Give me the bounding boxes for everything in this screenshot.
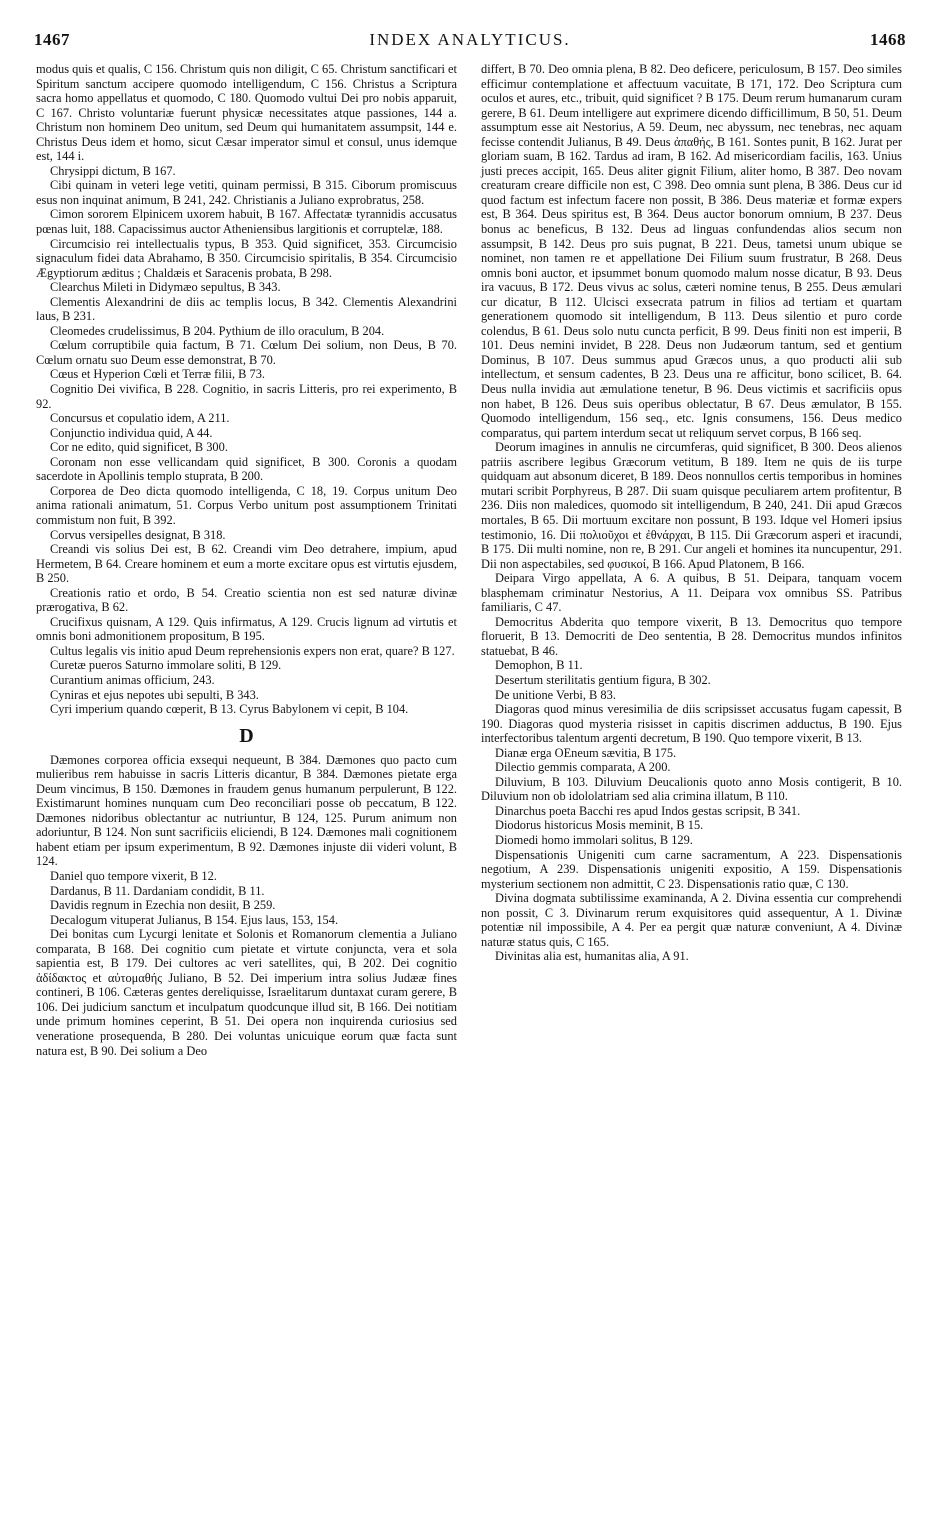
index-entry: Chrysippi dictum, B 167. [50,163,176,178]
index-entry: Democritus Abderita quo tempore vixerit, B 13. Democritus quo tempore floruerit, B 13. Democriti de Deo sententia, B 28. Democritus mundos infinitos statuebat, B 46. [481,614,902,658]
index-entry: Cyri imperium quando cœperit, B 13. Cyrus Babylonem vi cepit, B 104. [50,702,409,717]
index-entry: Diluvium, B 103. Diluvium Deucalionis quoto anno Mosis contigerit, B 10. Diluvium non ob idololatriam sed alia crimina illatum, B 110. [481,774,902,804]
index-entry: Cimon sororem Elpinicem uxorem habuit, B 167. Affectatæ tyrannidis accusatus pœnas luit, 188. Capacissimus auctor Atheniensibus largitionis et corruptelæ, 188. [36,207,457,237]
index-entry: Diagoras quod minus veresimilia de diis scripsisset accusatus fugam capessit, B 190. Diagoras quod mysteria risisset in capitis discrimen adductus, B 190. Ejus interfectoribus talentum argenti decretum, B 190. Quo tempore vixerit, B 13. [481,702,902,746]
index-entry: Corporea de Deo dicta quomodo intelligenda, C 18, 19. Corpus unitum Deo anima rationali animatum, 51. Corpus Verbo unitum post assumptionem Trinitati commistum non fuit, B 392. [36,483,457,527]
index-entry: Daniel quo tempore vixerit, B 12. [50,868,217,883]
index-entry: Creandi vis solius Dei est, B 62. Creandi vim Deo detrahere, impium, apud Hermetem, B 64. Creare hominem et eum a morte excitare opus est virtutis ejusdem, B 250. [36,542,457,586]
index-entry: Creationis ratio et ordo, B 54. Creatio scientia non est sed naturæ divinæ prærogativa, B 62. [36,585,457,615]
index-entry: Crucifixus quisnam, A 129. Quis infirmatus, A 129. Crucis lignum ad virtutis et omnis boni admonitionem propositum, B 195. [36,614,457,644]
index-entry: Dardanus, B 11. Dardaniam condidit, B 11. [50,883,265,898]
running-title: INDEX ANALYTICUS. [369,30,571,49]
index-entry: Decalogum vituperat Julianus, B 154. Ejus laus, 153, 154. [50,912,339,927]
index-entry: Curetæ pueros Saturno immolare soliti, B 129. [50,658,282,673]
index-entry: Clearchus Mileti in Didymæo sepultus, B 343. [50,280,281,295]
section-letter-d: D [239,724,254,747]
page-number-left: 1467 [34,30,70,49]
index-entry: Coronam non esse vellicandam quid significet, B 300. Coronis a quodam sacerdote in Apollinis templo stuprata, B 200. [36,454,457,484]
index-entry: Circumcisio rei intellectualis typus, B 353. Quid significet, 353. Circumcisio signaculum fidei data Abrahamo, B 350. Circumcisio spiritalis, B 354. Circumcisio Ægyptiorum æditus ; Chaldæis et Saracenis probata, B 298. [36,236,457,280]
index-entry: differt, B 70. Deo omnia plena, B 82. Deo deficere, periculosum, B 157. Deo similes efficimur contemplatione et affectuum vacuitate, B 171, 172. Deo Scriptura cum oculos et aures, etc., tribuit, quid significet ? B 175. Deum rerum humanarum curam gerere, B 61. Deum intelligere aut exprimere dicendo difficillimum, B 50, 51. Deum assumptum esse ait Nestorius, A 59. Deum, nec abyssum, nec tenebras, nec aquam fecisse contendit Julianus, B 49. Deus ἀπαθής, B 161. Sontes punit, B 162. Jurat per gloriam suam, B 162. Tardus ad iram, B 162. Ad misericordiam facilis, 163. Unius justi preces accipit, 165. Deus aliter gignit Filium, aliter homo, B 387. Deo novam creaturam creare difficile non est, C 398. Deo omnia sunt plena, B 386. Deus cur id quod factum est infectum facere non possit, B 386. Deus materiæ et formæ expers est, B 364. Deus spiritus est, B 364. Deus auctor bonorum omnium, B 237. Deus bonus ac beneficus, B 132. Deus ad linguas confundendas alios secum non assumpsit, B 142. Deus pro suis pugnat, B 221. Deus, tametsi unum ubique se nominet, non tamen re et appellatione Dei Filium suum frustratur, B 268. Deus omnis boni auctor, et ipsummet bonum quomodo malum nosse dicatur, B 93. Deus ira vacuus, B 172. Deus vivus ac solus, cæteri nomine tenus, B 255. Deus æmulari cur dicatur, B 112. Ulcisci exsecrata patrum in filios ad tertiam et quartam generationem quomodo sit intelligendum, B 113. Deus silentio et puro corde colendus, B 61. Deus solo nutu cuncta perficit, B 99. Deus finiti non est imperii, B 101. Deus nemini invidet, B 228. Deus non Judæorum tantum, sed et gentium Dominus, B 107. Deus summus apud Græcos unus, a quo producti alii sub intellectum, et sensum cadentes, B 23. Deus una re afficitur, bono scilicet, B. 64. Deus nulla invidia aut æmulatione tenetur, B 96. Deus victimis et sacrificiis opus non habet, B 126. Deus suis operibus oblectatur, B 67. Deus æmulator, B 155. Quomodo intelligendum, 156 seq., etc. Ignis consumens, 156. Deus medico comparatus, qui partem interdum secat ut reliquum servet corpus, B 166 seq. [481,62,902,440]
index-entry: Dispensationis Unigeniti cum carne sacramentum, A 223. Dispensationis negotium, A 239. Dispensationis unigeniti expositio, A 159. Dispensationis mysterium sectionem non admittit, C 23. Dispensationis ratio quæ, C 130. [481,847,902,891]
index-entry: Diodorus historicus Mosis meminit, B 15. [495,818,704,833]
page-number-right: 1468 [870,30,906,49]
index-entry: Cœus et Hyperion Cœli et Terræ filii, B 73. [50,367,266,382]
index-entry: Davidis regnum in Ezechia non desiit, B 259. [50,898,276,913]
index-entry: Conjunctio individua quid, A 44. [50,425,213,440]
index-entry: Divinitas alia est, humanitas alia, A 91. [495,949,689,964]
right-column [481,62,902,964]
index-entry: Desertum sterilitatis gentium figura, B 302. [495,672,711,687]
index-entry: Deorum imagines in annulis ne circumferas, quid significet, B 300. Deos alienos patriis ascribere legibus Græcorum vetitum, B 189. Item ne quis de iis turpe quidquam aut absonum diceret, B 189. Deos nonnullos certis temporibus in homines mutari scribit Porphyreus, B 287. Dii suam quisque peculiarem artem profitentur, B 236. Diis non maledices, quomodo sit intelligendum, B 240, 241. Dii apud Græcos mortales, B 65. Dii mortuum excitare non possunt, B 193. Idque vel Homeri ipsius testimonio, 16. Dii πολιοῦχοι et ἐθνάρχαι, B 115. Dii Græcorum asperi et iracundi, B 175. Dii multi nomine, non re, B 291. Cur angeli et homines ita nuncupentur, 291. Dii non aspectabiles, sed φυσικοί, B 166. Apud Platonem, B 166. [481,440,902,571]
index-entry: Cultus legalis vis initio apud Deum reprehensionis expers non erat, quare? B 127. [50,643,455,658]
index-entry: Cœlum corruptibile quia factum, B 71. Cœlum Dei solium, non Deus, B 70. Cœlum ornatu suo Deum esse demonstrat, B 70. [36,338,457,367]
index-entry: Cleomedes crudelissimus, B 204. Pythium de illo oraculum, B 204. [50,323,385,338]
index-entry: De unitione Verbi, B 83. [495,687,616,702]
index-entry: Deipara Virgo appellata, A 6. A quibus, B 51. Deipara, tanquam vocem blasphemam criminatur Nestorius, A 11. Deipara vox omnibus SS. Patribus familiaris, C 47. [481,571,902,615]
index-entry: Dinarchus poeta Bacchi res apud Indos gestas scripsit, B 341. [495,803,801,818]
index-entry: Cor ne edito, quid significet, B 300. [50,440,228,455]
index-entry: Cibi quinam in veteri lege vetiti, quinam permissi, B 315. Ciborum promiscuus esus non inquinat animum, B 241, 242. Christianis a Juliano exprobratus, 258. [36,178,457,207]
index-entry: Clementis Alexandrini de diis ac templis locus, B 342. Clementis Alexandrini laus, B 231. [36,294,457,324]
index-entry: Cyniras et ejus nepotes ubi sepulti, B 343. [50,687,259,702]
index-entry: Corvus versipelles designat, B 318. [50,527,226,542]
page-header [34,30,906,56]
index-entry: Divina dogmata subtilissime examinanda, A 2. Divina essentia cur comprehendi non possit, C 3. Divinarum rerum exquisitores quid assequentur, A 1. Divinæ potentiæ nil impossibile, A 4. Per ea pergit quæ naturæ conveniunt, A 4. Divinæ naturæ status quis, C 165. [481,891,902,949]
index-entry: Dæmones corporea officia exsequi nequeunt, B 384. Dæmones quo pacto cum mulieribus rem habuisse in sacris Litteris dicantur, B 384. Dæmones pietate erga Deum vincimus, B 150. Dæmones in fraudem genus humanum perpulerunt, B 122. Existimarunt homines nunquam cum Deo reconciliari posse ob peccatum, B 122. Dæmones nidoribus oblectantur ac nutriuntur, B 124, 125. Purum animum non adoriuntur, B 124. Non sunt sacrificiis eliciendi, B 124. Dæmones mali cognitionem habent etiam per ipsum experimentum, B 92. Dæmones injuste dii videri volunt, B 124. [36,752,457,869]
index-entry: Demophon, B 11. [495,658,583,673]
index-entry: Cognitio Dei vivifica, B 228. Cognitio, in sacris Litteris, pro rei experimento, B 92. [36,382,457,411]
index-entry: Curantium animas officium, 243. [50,672,215,687]
index-entry: Dei bonitas cum Lycurgi lenitate et Solonis et Romanorum clementia a Juliano comparata, B 168. Dei cognitio cum pietate et virtute conjuncta, vera et sola sapientia est, B 179. Dei cultores ac veri satellites, qui, B 202. Dei cognitio ἀδίδακτος et αὐτομαθής Juliano, B 52. Dei imperium intra solius Judææ fines contineri, B 106. Cæteras gentes dereliquisse, Israelitarum duntaxat curam gerere, B 106. Dei judicium sanctum et inculpatum quodcunque illud sit, B 166. Dei notitiam unde primum homines ceperint, B 51. Dei opera non inquirenda curiosius sed venerationе prosequenda, B 280. Dei voluntas unicuique eorum quæ facta sunt natura est, B 90. Dei solium a Deo [36,927,457,1058]
index-entry: Dilectio gemmis comparata, A 200. [495,760,671,775]
index-entry: Dianæ erga OEneum sævitia, B 175. [495,745,677,760]
index-entry: Concursus et copulatio idem, A 211. [50,411,230,426]
index-entry: Diomedi homo immolari solitus, B 129. [495,832,693,847]
index-entry: modus quis et qualis, C 156. Christum quis non diligit, C 65. Christum sanctificari et Spiritum sanctum accipere quomodo intelligendum, C 156. Christus a Scriptura sacra homo appellatus et quomodo, C 180. Quomodo vultui Dei pro nobis apparuit, C 167. Christo voluntariæ fuerunt physicæ necessitates atque passiones, 144 a. Christum non hominem Deo unitum, sed Deum qui humanitatem assumpsit, 144 e. Christus Deus idem et homo, sicut Cæsar imperator simul et consul, unus idemque est, 144 i. [36,62,457,164]
left-column [36,62,457,1058]
